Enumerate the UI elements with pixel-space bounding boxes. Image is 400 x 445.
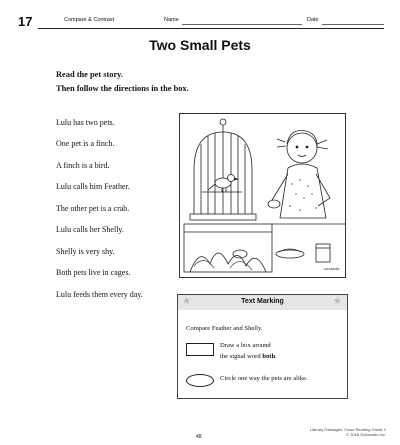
star-icon: ★ — [333, 296, 342, 307]
story-line: Shelly is very shy. — [56, 247, 115, 256]
box-instruction-line-2: the signal word both. — [220, 353, 277, 360]
circle-instruction: Circle one way the pets are alike. — [220, 375, 308, 382]
footer-page-number: 48 — [196, 434, 202, 440]
crab-tank-icon — [184, 224, 272, 272]
instruction-line-1: Read the pet story. — [56, 70, 123, 79]
compare-prompt: Compare Feather and Shelly. — [186, 325, 263, 332]
story-line: The other pet is a crab. — [56, 204, 130, 213]
date-label: Date — [307, 17, 319, 23]
oval-symbol-icon — [186, 374, 214, 387]
story-line: One pet is a finch. — [56, 139, 115, 148]
text-marking-header — [178, 295, 347, 310]
name-label: Name — [164, 17, 179, 23]
worksheet-header — [18, 14, 384, 30]
table-items-icon — [272, 224, 345, 262]
page-title: Two Small Pets — [149, 37, 251, 53]
text-marking-box — [177, 294, 348, 399]
story-line: Lulu feeds them every day. — [56, 290, 143, 299]
date-field-line — [322, 24, 384, 25]
text-marking-title: Text Marking — [241, 298, 284, 305]
girl-with-pets-drawing — [180, 114, 345, 277]
signal-word: both — [262, 353, 276, 360]
page-number: 17 — [18, 14, 33, 29]
name-field-line — [182, 24, 302, 25]
star-icon: ★ — [182, 296, 191, 307]
footer-credit: Literary Passages: Close Reading Grade 1 © 2016 Scholastic Inc. — [309, 427, 386, 437]
box-symbol-icon — [186, 343, 214, 356]
box-instruction-line-1: Draw a box around — [220, 342, 271, 349]
story-line: A finch is a bird. — [56, 161, 110, 170]
story-line: Lulu calls him Feather. — [56, 182, 130, 191]
pet-illustration — [179, 113, 346, 278]
instruction-line-2: Then follow the directions in the box. — [56, 84, 189, 93]
story-line: Lulu calls her Shelly. — [56, 225, 124, 234]
illustration-credit: scholastic — [324, 267, 340, 271]
story-line: Both pets live in cages. — [56, 268, 131, 277]
section-label: Compare & Contrast — [64, 17, 115, 23]
header-rule — [38, 28, 384, 29]
story-line: Lulu has two pets. — [56, 118, 115, 127]
birdcage-icon — [190, 119, 256, 220]
girl-icon — [268, 131, 330, 218]
